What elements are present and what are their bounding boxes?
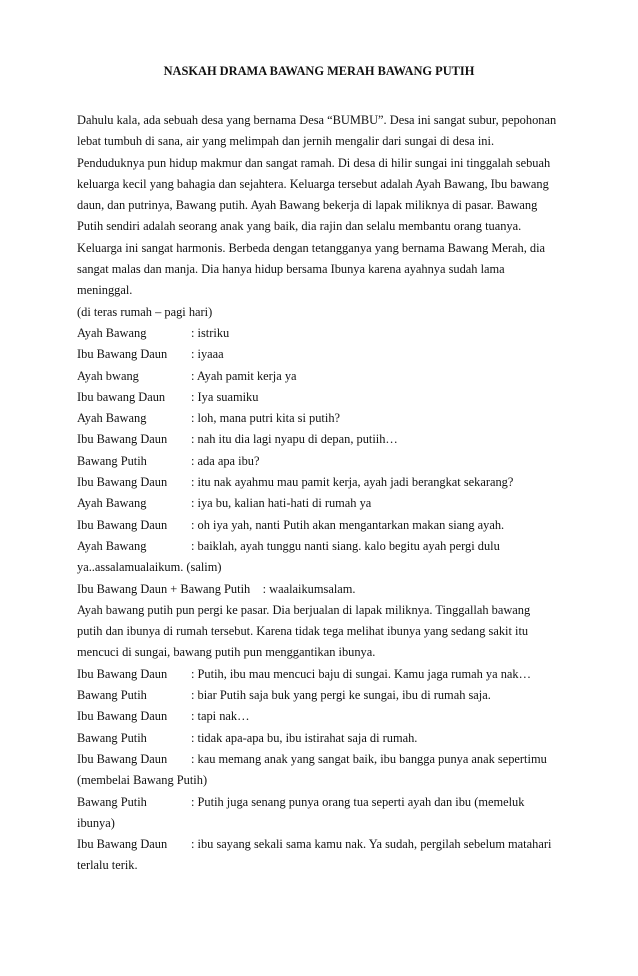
dialog-line bbox=[77, 685, 567, 706]
paragraph-line: sangat malas dan manja. Dia hanya hidup bersama Ibunya karena ayahnya sudah lama bbox=[77, 262, 505, 277]
speaker-name: Ibu Bawang Daun bbox=[77, 432, 168, 447]
speech-text: : loh, mana putri kita si putih? bbox=[191, 411, 341, 426]
speaker-name: Bawang Putih bbox=[77, 453, 147, 468]
dialog-line bbox=[77, 387, 567, 408]
speech-text: : nah itu dia lagi nyapu di depan, putiih… bbox=[191, 432, 398, 447]
paragraph-line: Keluarga ini sangat harmonis. Berbeda dengan tetangganya yang bernama Bawang Merah, dia bbox=[77, 240, 546, 255]
paragraph-line: Dahulu kala, ada sebuah desa yang bernama Desa “BUMBU”. Desa ini sangat subur, pepohonan bbox=[77, 113, 557, 127]
speech-text: : baiklah, ayah tunggu nanti siang. kalo begitu ayah pergi dulu bbox=[191, 538, 500, 553]
speaker-name: Ibu Bawang Daun bbox=[77, 751, 168, 766]
dialog-line bbox=[77, 664, 567, 685]
paragraph-line: meninggal. bbox=[77, 283, 133, 298]
speaker-name: Ayah Bawang bbox=[77, 496, 147, 511]
speech-text: : Ayah pamit kerja ya bbox=[191, 368, 297, 383]
speech-text: : tapi nak… bbox=[191, 709, 250, 724]
dialog-line bbox=[77, 706, 567, 727]
speaker-name: Ayah Bawang bbox=[77, 325, 147, 340]
document-title: NASKAH DRAMA BAWANG MERAH BAWANG PUTIH bbox=[163, 64, 475, 78]
speaker-name: Bawang Putih bbox=[77, 794, 147, 809]
speech-text: : Putih, ibu mau mencuci baju di sungai. Kamu jaga rumah ya nak… bbox=[191, 666, 531, 681]
speech-text: : Iya suamiku bbox=[191, 389, 259, 404]
paragraph-line: daun, dan putrinya, Bawang putih. Ayah Bawang bekerja di lapak miliknya di pasar. Bawang bbox=[77, 198, 538, 213]
speech-text: : istriku bbox=[191, 325, 230, 340]
dialog-line bbox=[77, 472, 567, 493]
speech-text: : oh iya yah, nanti Putih akan mengantarkan makan siang ayah. bbox=[191, 517, 505, 532]
speaker-name: Ayah Bawang bbox=[77, 538, 147, 553]
paragraph-line: (di teras rumah – pagi hari) bbox=[77, 304, 213, 319]
speaker-name: Ibu Bawang Daun bbox=[77, 517, 168, 532]
document-body bbox=[77, 110, 567, 877]
dialog-line bbox=[77, 749, 567, 770]
speaker-name: Ayah bwang bbox=[77, 368, 139, 383]
speech-text: : Putih juga senang punya orang tua seperti ayah dan ibu (memeluk bbox=[191, 794, 525, 809]
paragraph-line: Ibu Bawang Daun + Bawang Putih : waalaikumsalam. bbox=[77, 581, 356, 596]
dialog-line bbox=[77, 429, 567, 450]
dialog-line bbox=[77, 323, 567, 344]
speaker-name: Bawang Putih bbox=[77, 688, 147, 703]
dialog-line bbox=[77, 792, 567, 813]
dialog-line bbox=[77, 834, 567, 855]
paragraph-line: (membelai Bawang Putih) bbox=[77, 773, 208, 788]
speech-text: : ada apa ibu? bbox=[191, 453, 260, 468]
paragraph-line: keluarga kecil yang bahagia dan sejahtera. Keluarga tersebut adalah Ayah Bawang, Ibu bawang bbox=[77, 176, 549, 191]
paragraph-line: mencuci di sungai, bawang putih pun menggantikan ibunya. bbox=[77, 645, 376, 660]
paragraph-line: ya..assalamualaikum. (salim) bbox=[77, 560, 222, 575]
paragraph-line: putih dan ibunya di rumah tersebut. Karena tidak tega melihat ibunya yang sedang sakit itu bbox=[77, 624, 529, 639]
speech-text: : itu nak ayahmu mau pamit kerja, ayah jadi berangkat sekarang? bbox=[191, 475, 514, 490]
speaker-name: Ibu Bawang Daun bbox=[77, 709, 168, 724]
speaker-name: Ibu Bawang Daun bbox=[77, 475, 168, 490]
dialog-line bbox=[77, 451, 567, 472]
speech-text: : iya bu, kalian hati-hati di rumah ya bbox=[191, 496, 372, 511]
paragraph-line: terlalu terik. bbox=[77, 858, 138, 873]
dialog-line bbox=[77, 493, 567, 514]
paragraph-line: ibunya) bbox=[77, 815, 115, 830]
speaker-name: Ibu Bawang Daun bbox=[77, 347, 168, 362]
paragraph-line: lebat tumbuh di sana, air yang melimpah dan jernih mengalir dari sungai di desa ini. bbox=[77, 134, 495, 149]
paragraph-line: Ayah bawang putih pun pergi ke pasar. Dia berjualan di lapak miliknya. Tinggallah bawang bbox=[77, 602, 531, 617]
speech-text: : ibu sayang sekali sama kamu nak. Ya sudah, pergilah sebelum matahari bbox=[191, 837, 552, 852]
speaker-name: Ibu Bawang Daun bbox=[77, 837, 168, 852]
dialog-line bbox=[77, 536, 567, 557]
speaker-name: Ibu bawang Daun bbox=[77, 389, 166, 404]
paragraph-line: Putih sendiri adalah seorang anak yang baik, dia rajin dan selalu membantu orang tuanya. bbox=[77, 219, 522, 234]
speaker-name: Ayah Bawang bbox=[77, 411, 147, 426]
speaker-name: Bawang Putih bbox=[77, 730, 147, 745]
speech-text: : biar Putih saja buk yang pergi ke sungai, ibu di rumah saja. bbox=[191, 688, 491, 703]
paragraph-line: Penduduknya pun hidup makmur dan sangat ramah. Di desa di hilir sungai ini tinggalah sebuah bbox=[77, 155, 551, 170]
dialog-line bbox=[77, 344, 567, 365]
speech-text: : tidak apa-apa bu, ibu istirahat saja di rumah. bbox=[191, 730, 418, 745]
dialog-line bbox=[77, 728, 567, 749]
dialog-line bbox=[77, 366, 567, 387]
dialog-line bbox=[77, 408, 567, 429]
speech-text: : iyaaa bbox=[191, 347, 224, 362]
speaker-name: Ibu Bawang Daun bbox=[77, 666, 168, 681]
dialog-line bbox=[77, 515, 567, 536]
speech-text: : kau memang anak yang sangat baik, ibu bangga punya anak sepertimu bbox=[191, 751, 547, 766]
